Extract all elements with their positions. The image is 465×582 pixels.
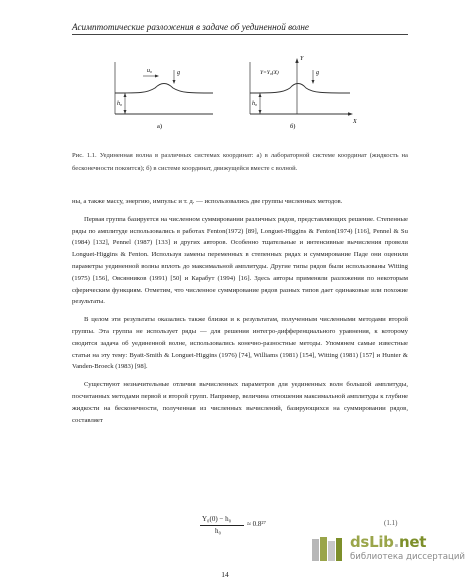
label-g-left: g [177, 70, 180, 76]
formula-denominator: h₀ [215, 527, 221, 535]
label-g-right: g [316, 70, 319, 76]
label-x-axis: X [353, 119, 357, 125]
body-text [72, 196, 408, 426]
label-y-axis: Y [300, 56, 304, 62]
formula-numerator: Y₀(0) − h₀ [202, 515, 232, 523]
caption-letter-b: б) [290, 123, 296, 130]
watermark-logo-main: dsLib [350, 533, 394, 551]
formula [195, 515, 275, 555]
figure-solitary-wave [95, 50, 365, 145]
watermark-logo-tld: net [399, 533, 427, 551]
figure-right-panel [250, 56, 357, 130]
paragraph-differences: Существуют незначительные отличия вычисленных параметров для уединенных волн большой амплитуды, посчитанных методами первой и второй групп. Например, величина отношения максимальной амплитуды к глубине жидкости на бесконечности, полученная из численных вычислений, базирующихся на суммировании рядов, составляет [72, 381, 408, 424]
figure-caption: Рис. 1.1. Уединенная волна в различных системах координат: а) в лабораторной системе координат (жидкость на бесконечности покоится); б) в системе координат, движущейся вместе с волной. [72, 152, 408, 172]
caption-letter-a: а) [157, 123, 163, 130]
formula-fraction-bar [200, 525, 244, 526]
label-h0-left: h₀ [117, 101, 123, 107]
paragraph-continuation: ны, а также массу, энергию, импульс и т. д. — использовались две группы численных методов. [72, 198, 343, 205]
book-stack-icon [310, 535, 344, 563]
equation-number: (1.1) [384, 519, 398, 527]
label-u0: u₀ [147, 68, 153, 74]
figure-left-panel [115, 62, 213, 130]
page-number: 14 [221, 570, 229, 579]
running-head: Асимптотические разложения в задаче об уединенной волне [72, 22, 408, 35]
watermark-logo-dot: . [393, 533, 400, 551]
formula-rhs: ≈ 0.8²⁷ [247, 520, 266, 528]
figure-drawing [95, 50, 365, 145]
paragraph-second-group: В целом эти результаты оказались также близки и к результатам, полученным численными методами второй группы. Эта группа не использует ряды — для решения интегро-дифференциального уравнения, к которому сводится задача об уединенной волне, использовались конечно-разностные методы. Упомянем самые известные статьи на эту тему: Byatt-Smith & Longuet-Higgins (1976) [74], Williams (1981) [154], Witting (1981) [157] и Hunter & Vanden-Broeck (1983) [98]. [72, 316, 408, 371]
label-h0-right: h₀ [252, 101, 258, 107]
paragraph-first-group: Первая группа базируется на численном суммировании различных рядов, представляющих решение. Степенные ряды по амплитуде использовались в работах Fenton(1972) [89], Longuet-Higgins & Fenton(1974) [116], Pennel & Su (1984) [132], Pennel (1987) [133] и других авторов. Особенно тщательные и интенсивные вычисления провели Longuet-Higgins & Fenton. Используя замены переменных в степенных рядах и суммирование Паде они оценили параметры уединенной волны вплоть до максимальной амплитуды. Другие типы рядов были использованы Witting (1975) [156], Овсянников (1991) [50] и Карабут (1994) [16]. Здесь авторы применяли разложения по некоторым сферическим функциям. Отметим, что численное суммирование рядов разных типов дает одинаковые или похожие результаты. [72, 215, 408, 306]
watermark[interactable] [300, 533, 465, 573]
watermark-logo [350, 533, 426, 551]
label-profile: Y=Y₀(X) [260, 70, 279, 76]
watermark-subtitle: библиотека диссертаций [350, 552, 465, 562]
